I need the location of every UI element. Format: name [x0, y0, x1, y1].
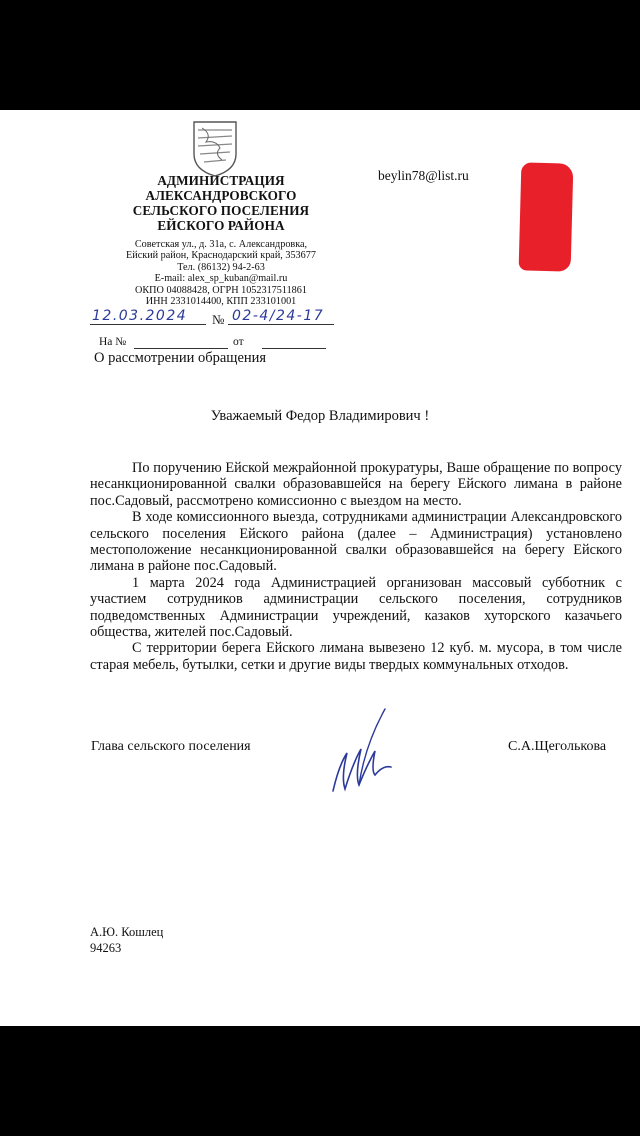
executor-phone: 94263: [90, 941, 122, 955]
ref-label: На №: [99, 336, 127, 348]
address-line: Ейский район, Краснодарский край, 353677: [126, 250, 316, 262]
phone-line: Тел. (86132) 94-2-63: [177, 261, 265, 273]
inn-line: ИНН 2331014400, КПП 233101001: [145, 296, 297, 308]
executor-info: [90, 924, 163, 956]
redaction-mark: [519, 162, 574, 271]
executor-name: А.Ю. Кошлец: [90, 925, 164, 939]
greeting: Уважаемый Федор Владимирович !: [210, 408, 430, 424]
paragraph: По поручению Ейской межрайонной прокуратуры, Ваше обращение по вопросу несанкционированной свалки образовавшейся на берегу Ейского лимана в районе пос.Садовый, рассмотрено комиссионно с выездом на место.: [90, 460, 622, 509]
email-line: E-mail: alex_sp_kuban@mail.ru: [154, 273, 288, 285]
coat-of-arms-icon: [192, 120, 238, 178]
from-label: от: [233, 336, 244, 348]
ref-underline: [134, 348, 228, 349]
signatory-name: С.А.Щеголькова: [508, 739, 607, 754]
from-underline: [262, 348, 326, 349]
address-line: Советская ул., д. 31а, с. Александровка,: [134, 239, 308, 250]
org-name-line: АДМИНИСТРАЦИЯ: [157, 173, 285, 188]
registration-number: 02-4/24-17: [232, 308, 325, 324]
signatory-position: Глава сельского поселения: [91, 739, 251, 754]
registration-date: 12.03.2024: [92, 308, 188, 324]
number-label: №: [212, 312, 225, 327]
org-name-line: АЛЕКСАНДРОВСКОГО: [145, 188, 297, 203]
date-underline: [90, 324, 206, 325]
org-name-line: СЕЛЬСКОГО ПОСЕЛЕНИЯ: [132, 203, 310, 218]
letter-body: [90, 460, 622, 673]
number-underline: [228, 324, 334, 325]
paragraph: В ходе комиссионного выезда, сотрудниками администрации Александровского сельского поселения Ейского района (далее – Администрация) установлено местоположение несанкционированной свалки образовавшейся на берегу Ейского лимана в районе пос.Садовый.: [90, 509, 622, 575]
paragraph: С территории берега Ейского лимана вывезено 12 куб. м. мусора, в том числе старая мебель, бутылки, сетки и другие виды твердых коммунальных отходов.: [90, 640, 622, 673]
handwritten-signature: [325, 705, 395, 795]
okpo-line: ОКПО 04088428, ОГРН 1052317511861: [135, 284, 307, 296]
subject-line: О рассмотрении обращения: [94, 350, 267, 366]
letterhead: [98, 173, 344, 307]
recipient-email: beylin78@list.ru: [378, 168, 469, 183]
paragraph: 1 марта 2024 года Администрацией организован массовый субботник с участием сотрудников администрации сельского поселения, сотрудников подведомственных Администрации учреждений, казаков хуторского казачьего общества, жителей пос.Садовый.: [90, 574, 622, 641]
org-name-line: ЕЙСКОГО РАЙОНА: [157, 218, 285, 233]
document-page: [0, 110, 640, 1026]
